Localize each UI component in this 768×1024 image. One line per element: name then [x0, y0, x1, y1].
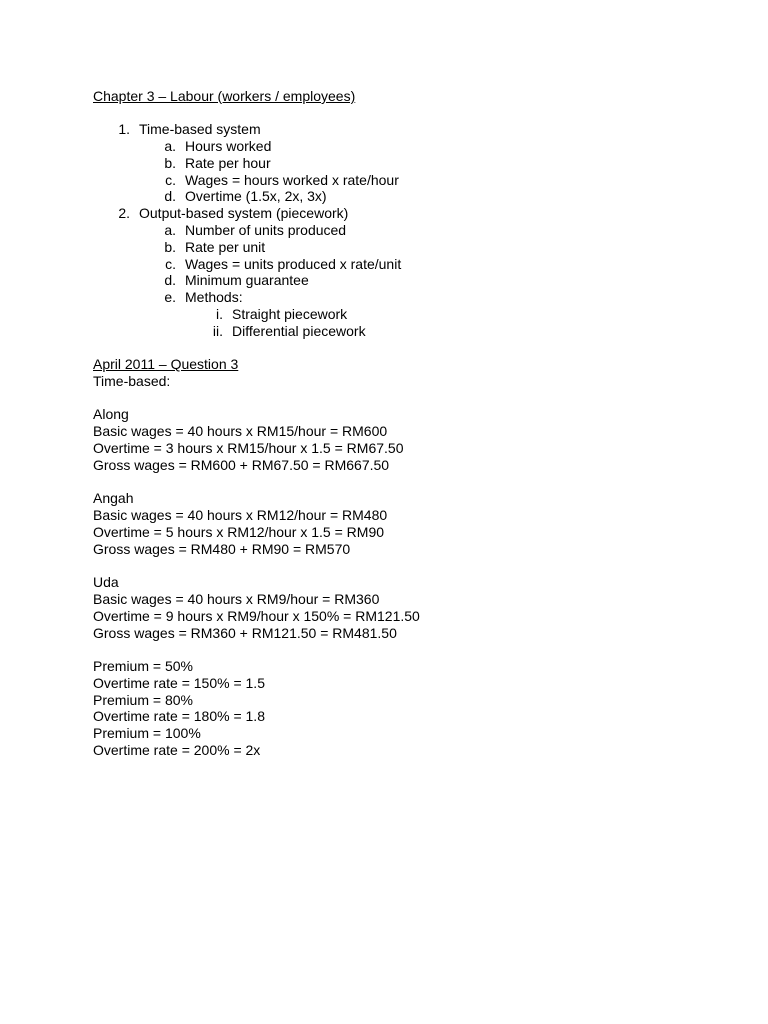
list-marker: ii.	[212, 323, 223, 339]
worker-name: Along	[93, 406, 129, 422]
list-item: Wages = hours worked x rate/hour	[185, 172, 399, 188]
premium-note: Overtime rate = 200% = 2x	[93, 742, 261, 758]
calculation-line: Overtime = 5 hours x RM12/hour x 1.5 = RM90	[93, 524, 385, 540]
list-marker: d.	[164, 272, 176, 288]
calculation-line: Overtime = 9 hours x RM9/hour x 150% = RM121.50	[93, 608, 420, 624]
list-item: Straight piecework	[232, 306, 348, 322]
worker-name: Angah	[93, 490, 134, 506]
calculation-line: Basic wages = 40 hours x RM15/hour = RM600	[93, 423, 388, 439]
list-marker: e.	[164, 289, 176, 305]
list-item: Wages = units produced x rate/unit	[185, 256, 402, 272]
premium-note: Overtime rate = 180% = 1.8	[93, 708, 265, 724]
calculation-line: Gross wages = RM600 + RM67.50 = RM667.50	[93, 457, 390, 473]
list-marker: 1.	[118, 121, 130, 137]
premium-note: Premium = 80%	[93, 692, 193, 708]
chapter-title: Chapter 3 – Labour (workers / employees)	[93, 88, 356, 104]
worker-name: Uda	[93, 574, 119, 590]
list-marker: d.	[164, 188, 176, 204]
premium-note: Premium = 50%	[93, 658, 193, 674]
list-item: Rate per hour	[185, 155, 271, 171]
list-item: Rate per unit	[185, 239, 266, 255]
list-marker: b.	[164, 239, 176, 255]
calculation-line: Gross wages = RM480 + RM90 = RM570	[93, 541, 351, 557]
list-item: Minimum guarantee	[185, 272, 309, 288]
calculation-line: Basic wages = 40 hours x RM9/hour = RM360	[93, 591, 380, 607]
list-item-output-based: Output-based system (piecework)	[139, 205, 349, 221]
question-title: April 2011 – Question 3	[93, 356, 239, 372]
list-item: Differential piecework	[232, 323, 366, 339]
list-marker: a.	[164, 222, 176, 238]
list-marker: c.	[165, 256, 176, 272]
list-item: Hours worked	[185, 138, 272, 154]
list-item: Number of units produced	[185, 222, 347, 238]
premium-note: Premium = 100%	[93, 725, 201, 741]
list-marker: 2.	[118, 205, 130, 221]
list-item: Methods:	[185, 289, 243, 305]
list-item-time-based: Time-based system	[139, 121, 261, 137]
calculation-line: Gross wages = RM360 + RM121.50 = RM481.50	[93, 625, 397, 641]
list-item: Overtime (1.5x, 2x, 3x)	[185, 188, 327, 204]
calculation-line: Basic wages = 40 hours x RM12/hour = RM480	[93, 507, 388, 523]
list-marker: b.	[164, 155, 176, 171]
list-marker: a.	[164, 138, 176, 154]
list-marker: i.	[216, 306, 223, 322]
calculation-line: Overtime = 3 hours x RM15/hour x 1.5 = RM67.50	[93, 440, 404, 456]
premium-note: Overtime rate = 150% = 1.5	[93, 675, 265, 691]
question-subtitle: Time-based:	[93, 373, 171, 389]
list-marker: c.	[165, 172, 176, 188]
